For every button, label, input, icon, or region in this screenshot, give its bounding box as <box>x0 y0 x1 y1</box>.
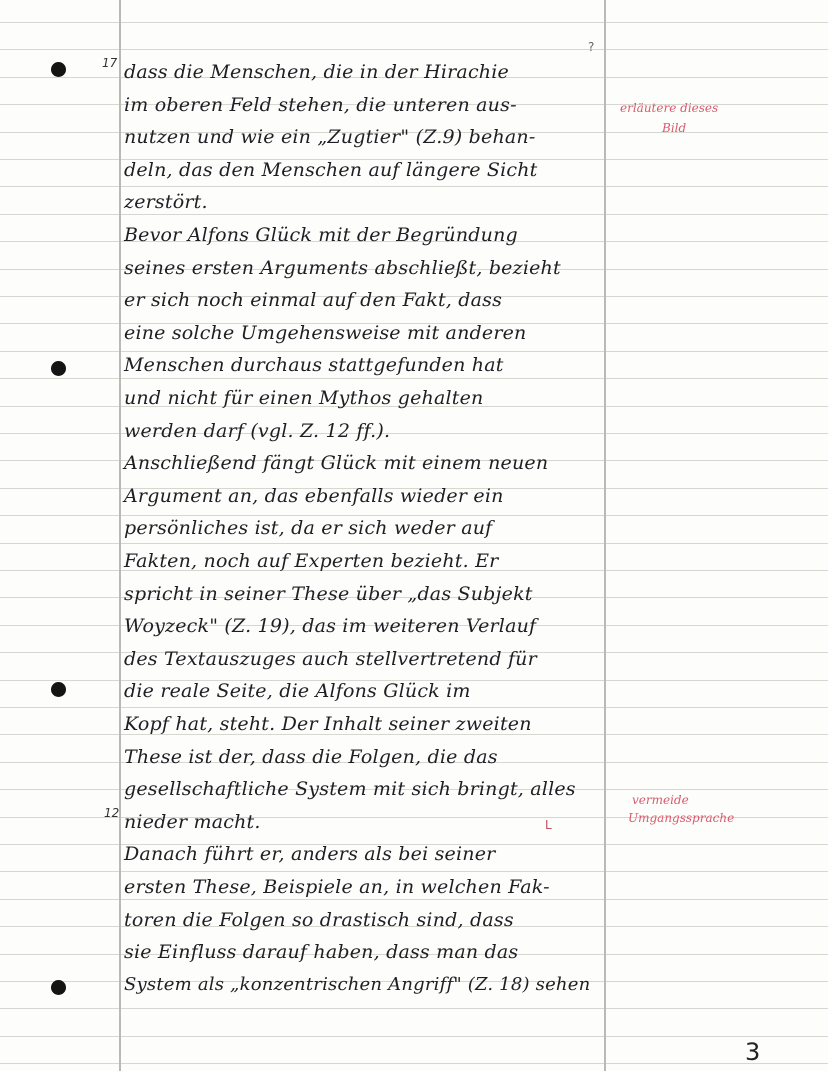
text-line: System als „konzentrischen Angriff" (Z. 18) sehen <box>124 974 591 995</box>
text-line: Woyzeck" (Z. 19), das im weiteren Verlauf <box>124 615 537 637</box>
ruled-line <box>0 707 828 708</box>
margin-note <box>620 101 718 135</box>
text-line: im oberen Feld stehen, die unteren aus- <box>124 94 517 116</box>
text-line: persönliches ist, da er sich weder auf <box>124 517 493 539</box>
text-line: spricht in seiner These über „das Subjekt <box>124 583 533 605</box>
text-line: des Textauszuges auch stellvertretend für <box>124 648 537 670</box>
text-line: die reale Seite, die Alfons Glück im <box>124 680 471 702</box>
question-mark: ? <box>588 40 595 54</box>
ruled-line <box>0 1036 828 1037</box>
ruled-line <box>0 871 828 872</box>
text-line: werden darf (vgl. Z. 12 ff.). <box>124 420 391 442</box>
text-line: eine solche Umgehensweise mit anderen <box>124 322 527 344</box>
text-line: und nicht für einen Mythos gehalten <box>124 387 484 409</box>
text-line: Fakten, noch auf Experten bezieht. Er <box>124 550 499 572</box>
text-line: Kopf hat, steht. Der Inhalt seiner zweiten <box>124 713 532 735</box>
punch-hole <box>51 682 66 697</box>
punch-hole <box>51 980 66 995</box>
margin-note-line: Umgangssprache <box>628 811 735 825</box>
text-line: deln, das den Menschen auf längere Sicht <box>124 159 538 181</box>
text-line: nieder macht. <box>124 811 261 833</box>
text-line: sie Einfluss darauf haben, dass man das <box>124 941 519 963</box>
text-line: seines ersten Arguments abschließt, bezieht <box>124 257 561 279</box>
ruled-line <box>0 22 828 23</box>
left-margin-line <box>119 0 121 1071</box>
text-line: Bevor Alfons Glück mit der Begründung <box>124 224 518 246</box>
text-line: toren die Folgen so drastisch sind, dass <box>124 909 514 931</box>
text-line: These ist der, dass die Folgen, die das <box>124 746 498 768</box>
margin-number: 17 <box>102 56 118 70</box>
text-line: zerstört. <box>124 191 208 213</box>
ruled-line <box>0 186 828 187</box>
right-margin-line <box>604 0 606 1071</box>
text-line: gesellschaftliche System mit sich bringt, alles <box>124 778 576 800</box>
ruled-line <box>0 1008 828 1009</box>
margin-note-line: vermeide <box>632 793 689 807</box>
correction-mark: L <box>545 818 552 832</box>
margin-note-line: erläutere dieses <box>620 101 719 115</box>
margin-note-line: Bild <box>662 121 687 135</box>
ruled-line <box>0 1063 828 1064</box>
margin-number: 12 <box>104 806 120 820</box>
text-line: Argument an, das ebenfalls wieder ein <box>124 485 504 507</box>
ruled-line <box>0 49 828 50</box>
text-line: Anschließend fängt Glück mit einem neuen <box>124 452 549 474</box>
text-line: nutzen und wie ein „Zugtier" (Z.9) behan- <box>124 126 536 148</box>
text-line: Danach führt er, anders als bei seiner <box>124 843 496 865</box>
text-line: ersten These, Beispiele an, in welchen Fak- <box>124 876 550 898</box>
punch-hole <box>51 62 66 77</box>
text-line: er sich noch einmal auf den Fakt, dass <box>124 289 503 311</box>
margin-note <box>628 793 734 825</box>
ruled-line <box>0 543 828 544</box>
punch-hole <box>51 361 66 376</box>
text-line: Menschen durchaus stattgefunden hat <box>124 354 504 376</box>
text-line: dass die Menschen, die in der Hirachie <box>124 61 509 83</box>
page-number: 3 <box>745 1038 761 1066</box>
